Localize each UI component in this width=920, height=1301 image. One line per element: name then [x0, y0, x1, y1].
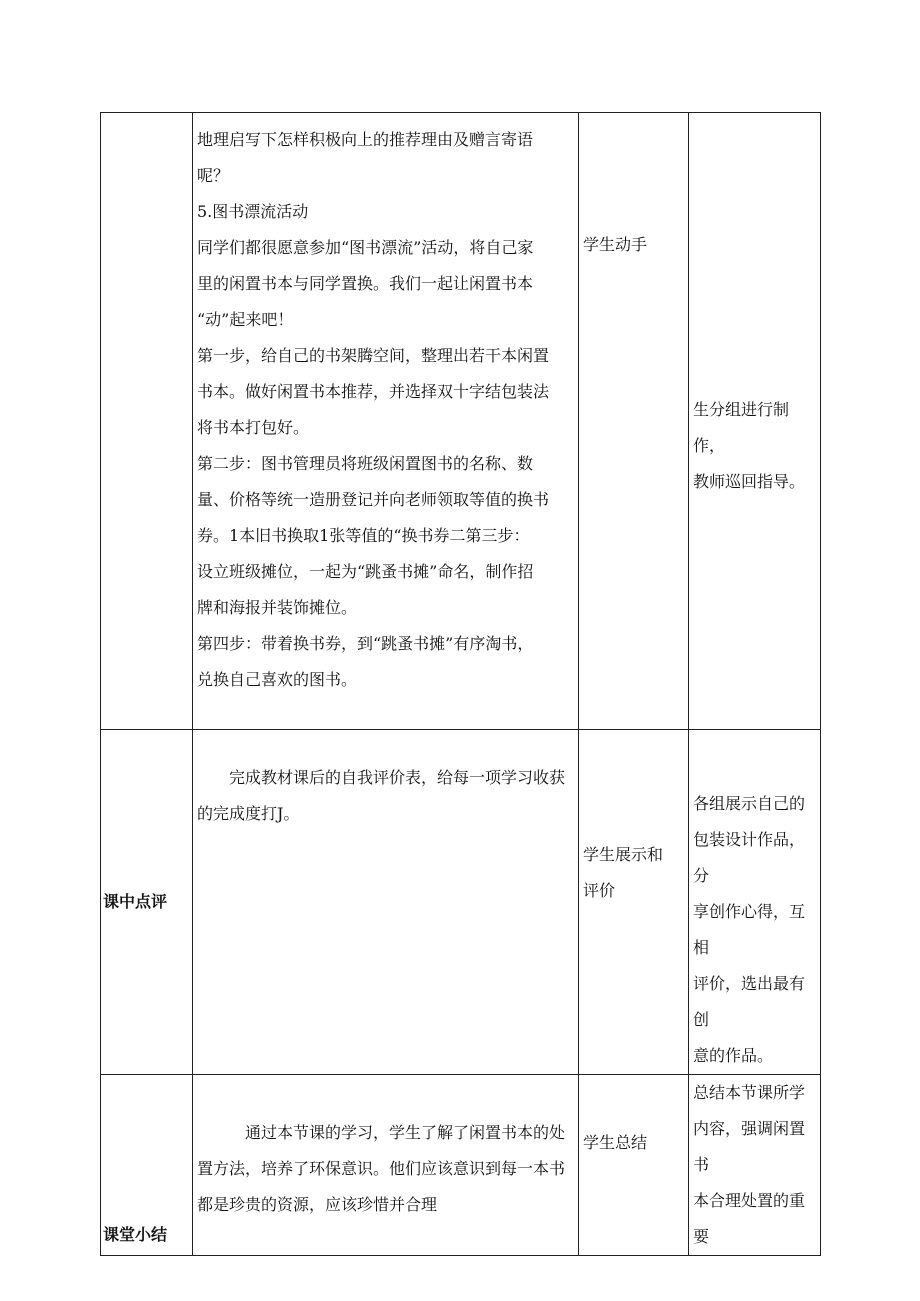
content-line: 呢？	[197, 166, 230, 185]
content-line: 置方法，培养了环保意识。他们应该意识到每一本书	[197, 1159, 566, 1178]
design-line: 包装设计作品，分	[693, 830, 806, 885]
design-line: 生分组进行制作，	[693, 400, 790, 455]
content-line: 量、价格等统一造册登记并向老师领取等值的换书	[197, 490, 550, 509]
content-line: 第一步，给自己的书架腾空间，整理出若干本闲置	[197, 346, 550, 365]
table-row	[101, 1075, 821, 1256]
student-activity-line: 学生展示和	[583, 845, 664, 864]
design-line: 享创作心得，互相	[693, 902, 806, 957]
student-activity-text: 学生总结	[583, 1133, 648, 1152]
content-line: 兑换自己喜欢的图书。	[197, 670, 358, 689]
design-line: 本合理处置的重	[693, 1191, 806, 1210]
content-line: 里的闲置书本与同学置换。我们一起让闲置书本	[197, 274, 534, 293]
student-activity-cell	[579, 730, 689, 1075]
content-line: 5.图书漂流活动	[197, 202, 309, 221]
section-label: 课中点评	[103, 892, 168, 911]
design-intent-cell	[689, 113, 821, 730]
activity-content-cell	[193, 113, 579, 730]
design-line: 内容，强调闲置书	[693, 1119, 806, 1174]
content-line: 的完成度打J。	[197, 804, 300, 823]
student-activity-text: 学生动手	[583, 235, 648, 254]
content-line: 都是珍贵的资源，应该珍惜并合理	[197, 1195, 438, 1214]
design-line: 要	[693, 1227, 710, 1246]
content-line: 第二步：图书管理员将班级闲置图书的名称、数	[197, 454, 534, 473]
content-line: 设立班级摊位，一起为“跳蚤书摊”命名，制作招	[197, 562, 534, 581]
section-label-cell	[101, 1075, 193, 1256]
lesson-plan-table	[100, 112, 821, 1256]
content-line: 书本。做好闲置书本推荐，并选择双十字结包装法	[197, 382, 550, 401]
design-line: 总结本节课所学	[693, 1083, 806, 1102]
design-line: 意的作品。	[693, 1046, 774, 1065]
table-row	[101, 730, 821, 1075]
design-line: 评价，选出最有创	[693, 974, 806, 1029]
design-intent-cell	[689, 1075, 821, 1256]
content-line: “动”起来吧！	[197, 310, 294, 329]
content-line: 第四步：带着换书券，到“跳蚤书摊”有序淘书，	[197, 634, 534, 653]
content-line: 通过本节课的学习，学生了解了闲置书本的处	[245, 1123, 566, 1142]
content-line: 将书本打包好。	[197, 418, 310, 437]
activity-content-cell	[193, 1075, 579, 1256]
activity-content-cell	[193, 730, 579, 1075]
student-activity-cell	[579, 1075, 689, 1256]
content-line: 券。1本旧书换取1张等值的“换书券二第三步：	[197, 526, 530, 545]
student-activity-cell	[579, 113, 689, 730]
section-label-cell	[101, 730, 193, 1075]
content-line: 完成教材课后的自我评价表，给每一项学习收获	[229, 768, 566, 787]
content-line: 同学们都很愿意参加“图书漂流”活动，将自己家	[197, 238, 534, 257]
design-intent-cell	[689, 730, 821, 1075]
table-row	[101, 113, 821, 730]
design-line: 教师巡回指导。	[693, 472, 806, 491]
section-label-cell	[101, 113, 193, 730]
section-label: 课堂小结	[103, 1225, 168, 1244]
content-line: 牌和海报并装饰摊位。	[197, 598, 358, 617]
student-activity-line: 评价	[583, 881, 616, 900]
design-line: 各组展示自己的	[693, 794, 806, 813]
content-line: 地理启写下怎样积极向上的推荐理由及赠言寄语	[197, 130, 534, 149]
